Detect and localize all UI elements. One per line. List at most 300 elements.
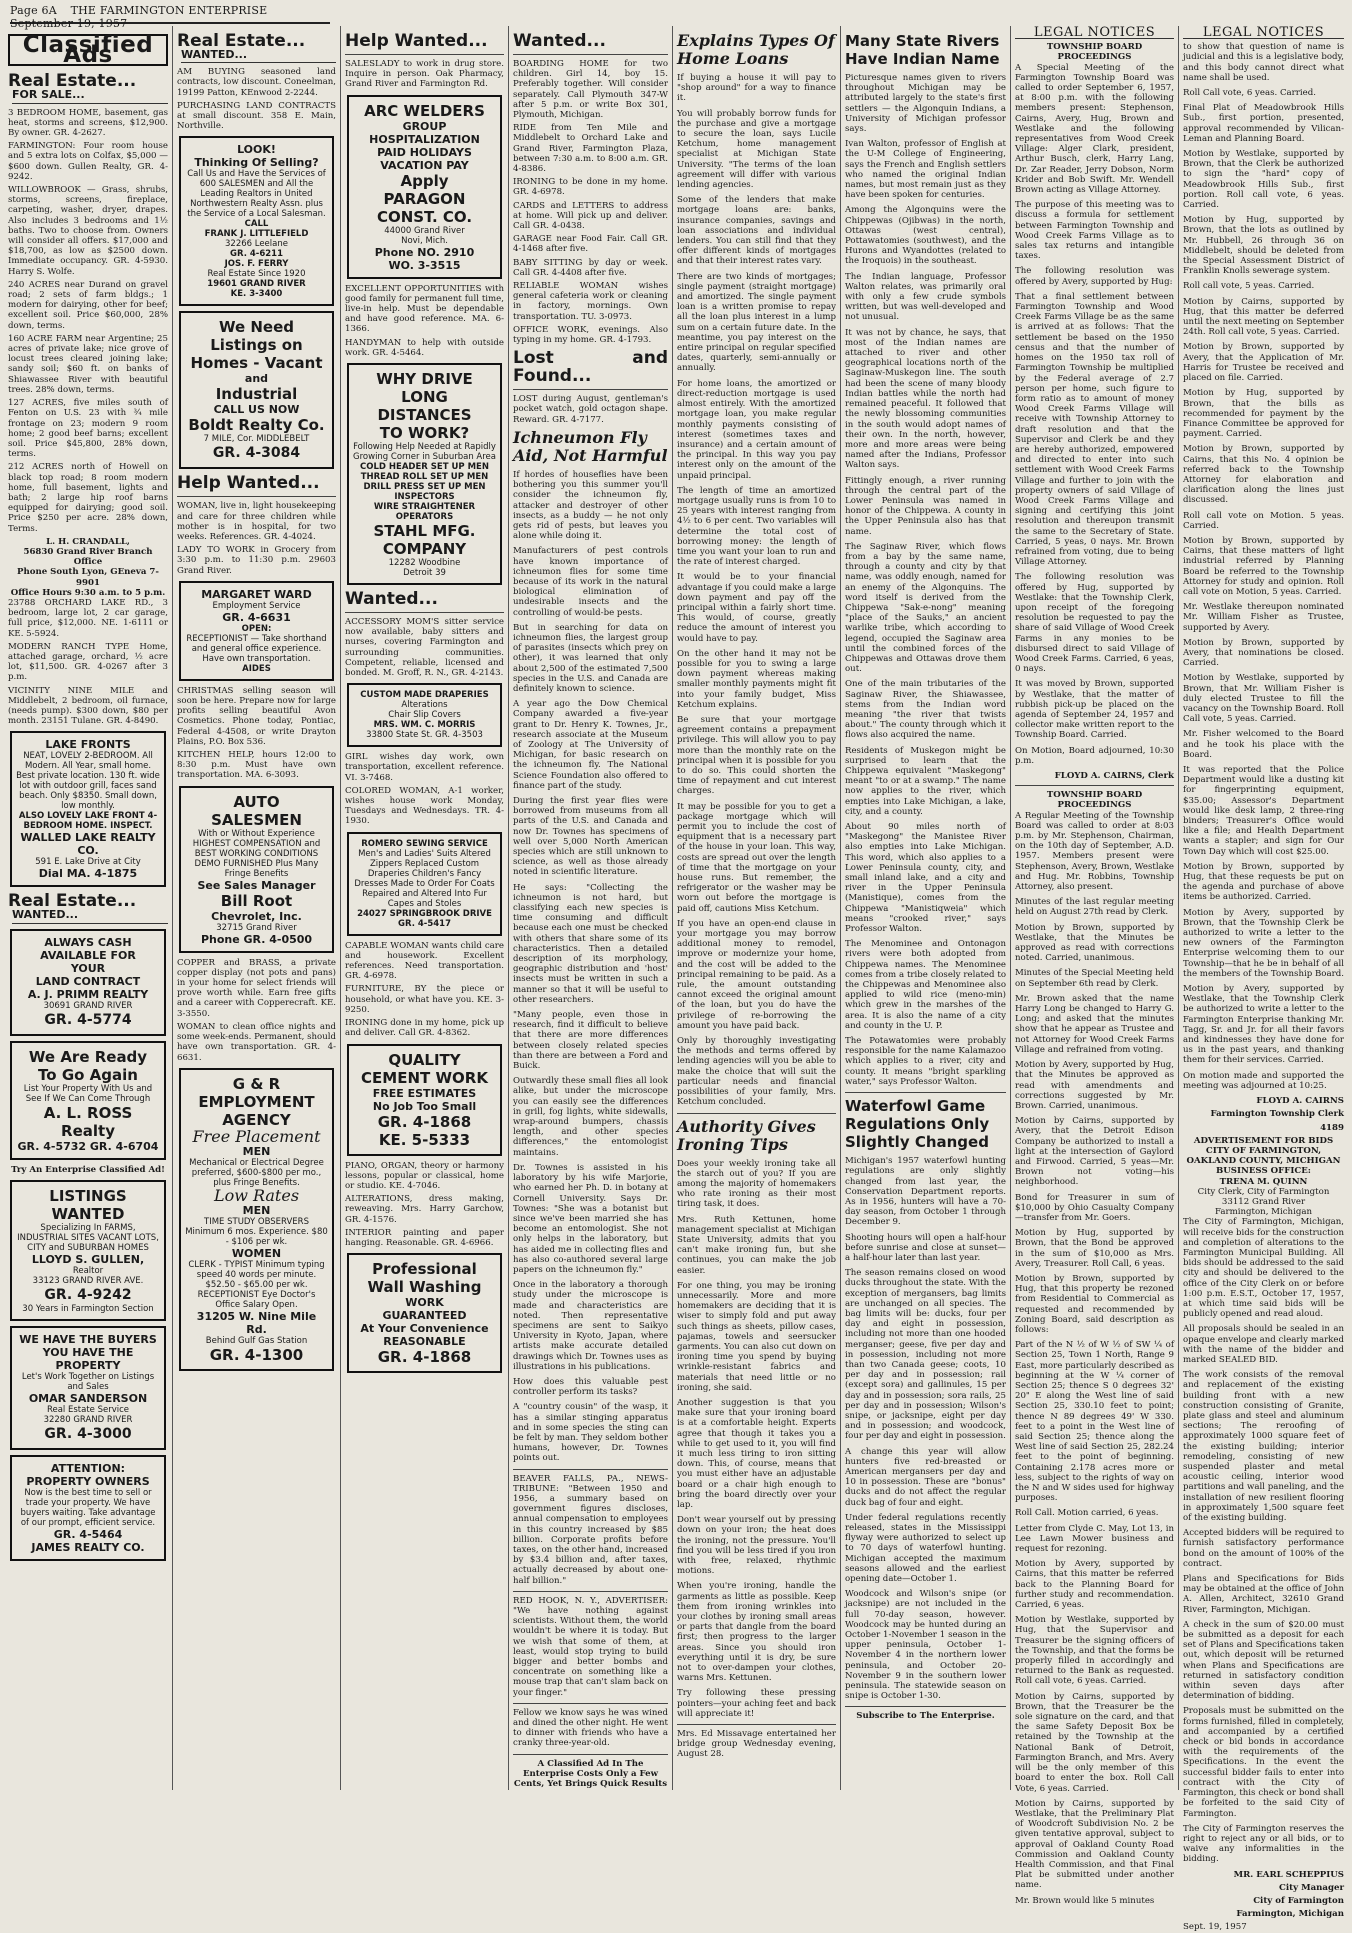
editorial-quote: RED HOOK, N. Y., ADVERTISER: "We have nothing against scientists. Without them, the world wouldn't be where it is today. But we wish that some of them, at least, would stop trying to build bigger and better bombs and concentrate on something like a mouse trap that can't slam back on your finger." [513, 1595, 668, 1698]
ad-title: Wall Washing [367, 1278, 482, 1297]
divider [345, 612, 504, 613]
ad-title: Listings on [210, 336, 303, 355]
ad-text: With or Without Experience HIGHEST COMPENSATION and BEST WORKING CONDITIONS DEMO FURNISHED Plus Many Fringe Benefits [192, 828, 321, 879]
ad-text: Call Us and Have the Services of 600 SALESMEN and All the Leading Realtors in United Northwestern Realty Assn. plus the Service of a Local Salesman. [187, 169, 326, 220]
notice-paragraph: Motion by Hug, supported by Brown, that the lots as outlined by Mr. Hubbell, 26 through 36 on Middlebelt, should be deleted from the Special Assessment District of Franklin Knolls sewerage system. [1183, 215, 1344, 277]
ad-title: TO WORK? [379, 424, 470, 443]
notice-heading: TOWNSHIP BOARD PROCEEDINGS [1046, 42, 1143, 63]
ad-text: WORK [405, 1296, 444, 1310]
notice-subheading: CITY OF FARMINGTON, [1205, 1145, 1322, 1156]
ad-littlefield [179, 136, 334, 306]
article-paragraph: If buying a house it will pay to "shop around" for a way to finance it. [677, 73, 836, 104]
article-paragraph: The Potawatomies were probably responsible for the name Kalamazoo which applies to a river, city and county. It means "bright sparkling water," says Professor Walton. [845, 1036, 1006, 1087]
classified-item: EXCELLENT OPPORTUNITIES with good family for permanent full time, live-in help. Must be dependable and have good reference. MA. 6-1366. [345, 283, 504, 335]
ad-firm: PARAGON [383, 189, 466, 208]
classified-item: COPPER and BRASS, a private copper display (not pots and pans) in your home for select friends will prove worth while. Earn free gifts and a career with Copperecraft. KE. 3-3550. [177, 957, 336, 1019]
article-paragraph: Once in the laboratory a thorough study under the microscope is made and characteristics are noted. Then representative specimens are sent to Saikyo University in Kyoto, Japan, where artists make accurate detailed drawings which Dr. Townes uses as illustrations in his publications. [513, 1280, 668, 1372]
ad-text: VACATION PAY [380, 158, 469, 172]
column-articles-2 [845, 28, 1006, 1790]
ad-title: LISTINGS [49, 1186, 127, 1205]
ad-margaret-ward [179, 581, 334, 681]
notice-signature: FLOYD A. CAIRNS, Clerk [1054, 771, 1174, 782]
paper-name: THE FARMINGTON ENTERPRISE [70, 4, 268, 17]
notice-paragraph: Motion by Avery, supported by Cairns, that this matter be referred back to the Planning Board for further study and recommendation. Carried, 6 yeas. [1015, 1559, 1174, 1611]
notice-paragraph: Mr. Westlake thereupon nominated Mr. William Fisher as Trustee, supported by Avery. [1183, 602, 1344, 633]
ad-ross-realty [10, 1041, 166, 1160]
ad-boldt-realty [179, 311, 334, 469]
notice-paragraph: Bond for Treasurer in sum of $10,000 by Ohio Casualty Company—transfer from Mr. Goers. [1015, 1192, 1174, 1223]
section-heading: Wanted... [345, 589, 438, 610]
notice-heading: TOWNSHIP BOARD PROCEEDINGS [1046, 790, 1143, 811]
divider [513, 389, 668, 390]
notice-paragraph: Roll Call. Motion carried, 6 yeas. [1015, 1508, 1159, 1519]
column-classified-3 [345, 28, 504, 1790]
ad-address: Behind Gulf Gas Station [205, 1336, 308, 1347]
article-paragraph: Does your weekly ironing take all the starch out of you? If you are among the majority of homemakers who rate ironing as their most tiring task, it does. [677, 1158, 836, 1210]
ad-text: Mechanical or Electrical Degree preferred, $600-$800 per mo., plus Fringe Benefits. [189, 1157, 324, 1188]
notice-paragraph: Final Plat of Meadowbrook Hills Sub., first portion, presented, approval recommended by Vilican-Leman and Planning Board. [1183, 103, 1344, 144]
ad-walled-lake-realty [10, 731, 166, 887]
ad-firm: JOS. F. FERRY [224, 259, 289, 270]
notice-paragraph: Motion by Westlake, supported by Hug, that the Supervisor and Treasurer be the signing officers of the Township, and that the forms be properly filled in accordingly and returned to the Bank as requested. Roll call vote, 6 yeas. Carried. [1015, 1615, 1174, 1687]
classified-item: IRONING done in my home, pick up and deliver. Call GR. 4-8362. [345, 1018, 504, 1039]
ad-phone: GR. 4-3000 [44, 1425, 132, 1442]
classified-item: LADY TO WORK in Grocery from 3:30 p.m. to 11:30 p.m. 29603 Grand River. [177, 545, 336, 576]
notice-paragraph: Motion by Cairns, supported by Brown, that the Treasurer be the sole signature on the card, and that the same Safety Deposit Box be retained by the Township at the National Bank of Detroit, Farmington Branch, and Mrs. Avery will be the only member of this board to enter the box. Roll Call Vote, 6 yeas. Carried. [1015, 1691, 1174, 1794]
ad-firm: LLOYD S. GULLEN, [31, 1252, 145, 1266]
section-heading: Real Estate... [177, 31, 306, 51]
classified-item: CAPABLE WOMAN wants child care and housework. Excellent references. Need transportation. GR. 4-6978. [345, 940, 504, 982]
classified-item: WOMAN, live in, light housekeeping and care for three children while mother is in hospital, for two weeks. References. GR. 4-4024. [177, 501, 336, 543]
article-paragraph: You will probably borrow funds for the purchase and give a mortgage to secure the loan, says Lucile Ketchum, home management specialist at Michigan State University. "The terms of the loan agreement will differ with various lending agencies. [677, 108, 836, 191]
column-rule [508, 26, 509, 1790]
column-classified-2 [177, 28, 336, 1790]
ad-address: 591 E. Lake Drive at City [35, 857, 141, 868]
article-paragraph: But in searching for data on ichneumon flies, the largest group of parasites (insects which prey on other), it was learned that only about 2,500 of the estimated 7,500 species in the U.S. and Canada are definitely known to science. [513, 622, 668, 694]
ad-address: 33123 GRAND RIVER AVE. [32, 1275, 144, 1286]
divider [845, 1706, 1006, 1707]
notice-paragraph: Motion by Avery, supported by Westlake, that the Township Clerk be authorized to write a letter to the Farmington Enterprise thanking Mr. Tagg, Sr. and Jr. for all their favors and kindnesses they have done for us in the past years, and thanking them for their services. Carried. [1183, 984, 1344, 1066]
article-paragraph: Try following these pressing pointers—your aching feet and back will appreciate it! [677, 1688, 836, 1719]
column-legal-2 [1183, 25, 1344, 1933]
ad-text: RECEPTIONIST Eye Doctor's Office Salary Open. [197, 1290, 316, 1311]
article-paragraph: If hordes of houseflies have been bothering you this summer you'll consider the ichneumon fly, attacker and destroyer of other insects, as a buddy — he not only gets rid of pests, but leaves you alone while doing it. [513, 469, 668, 542]
ad-job: THREAD ROLL SET UP MEN [360, 472, 489, 483]
ad-title: LAKE FRONTS [45, 738, 131, 752]
ad-firm: Realtor [72, 1265, 104, 1276]
ad-firm: WALLED LAKE REALTY CO. [20, 831, 156, 858]
ad-primm-realty [10, 929, 166, 1036]
classified-item: 240 ACRES near Durand on gravel road; 2 sets of farm bldgs.; 1 modern for dairying, other for beef; excellent soil. Price $60,000, 28% down, terms. [8, 279, 168, 331]
classified-item: 127 ACRES, five miles south of Fenton on U.S. 23 with ¾ mile frontage on 23; modern 9 room home; 2 good beef barns; excellent soil. Price $45,800, 28% down, terms. [8, 398, 168, 460]
ad-firm: A. L. ROSS [43, 1103, 133, 1122]
ad-text: Men's and Ladies' Suits Altered Zippers Replaced Custom Draperies Children's Fancy Dresses Made to Order For Coats Repaired and Altered Into Fur Capes and Stoles [354, 848, 495, 909]
ad-text: ALSO LOVELY LAKE FRONT 4-BEDROOM HOME. INSPECT. [18, 811, 158, 832]
ad-address: 30691 GRAND RIVER [43, 1000, 133, 1011]
ad-phone: GR. 4-6631 [222, 610, 291, 624]
notice-paragraph: Mr. Fisher welcomed to the Board and he took his place with the Board. [1183, 729, 1344, 760]
notice-paragraph: A Special Meeting of the Farmington Township Board was called to order September 6, 1957, at 8:00 p.m. with the following members present: Stephenson, Cairns, Avery, Hug, Brown and Westlake and the following representatives from Wood Creek Village: Alger Clark, president, Arthur Busch, clerk, Harry Lang, Dr. Zar Reader, Jerry Dobson, Norm Krider and Bob Swift. Mr. Wendell Brown acting as Village Attorney. [1015, 62, 1174, 196]
notice-subheading: 33112 Grand River [1221, 1196, 1306, 1207]
ad-job: COLD HEADER SET UP MEN [360, 462, 489, 473]
divider [1015, 785, 1174, 786]
article-paragraph: The Indian language, Professor Walton relates, was primarily oral with only a few crude symbols written, but was well-developed and not unusual. [845, 271, 1006, 323]
column-articles-1 [677, 28, 836, 1790]
notice-signature: FLOYD A. CAIRNS [1256, 1096, 1344, 1107]
classified-item: ACCESSORY MOM'S sitter service now available, baby sitters and nurses, covering Farmington and surrounding communities. Competent, reliable, licensed and bonded. M. Groff, R. N., GR. 4-2143. [345, 617, 504, 679]
article-paragraph: Residents of Muskegon might be surprised to learn that the Chippewa equivalent "Maskegong" meant "to or at a swamp." The name now applies to the river, which empties into Lake Michigan, a lake, city, and a county. [845, 745, 1006, 817]
ad-text: PAID HOLIDAYS [377, 145, 472, 159]
notice-paragraph: Motion by Cairns, supported by Hug, that this matter be deferred until the next meeting on September 24th. Roll call vote, 5 yeas. Carried. [1183, 296, 1344, 338]
ad-text: Alterations [401, 700, 448, 711]
ad-title: AVAILABLE FOR [40, 948, 136, 962]
ad-phone: GR. 4-9242 [44, 1286, 132, 1303]
notice-number: 4189 [1320, 1122, 1344, 1133]
ad-tagline: Low Rates [213, 1185, 300, 1205]
ad-text: TIME STUDY OBSERVERS Minimum 6 mos. Experience. $80 - $106 per wk. [185, 1217, 328, 1248]
classified-item: SALESLADY to work in drug store. Inquire in person. Oak Pharmacy, Grand River and Farmington Rd. [345, 59, 504, 90]
ad-title: MARGARET WARD [201, 587, 312, 601]
ad-phone: Phone NO. 2910 [374, 245, 475, 259]
ad-romero-sewing [347, 832, 502, 936]
notice-paragraph: Motion by Westlake, supported by Brown, that Mr. William Fisher is duly elected Trustee to fill the vacancy on the Township Board. Roll Call vote, 5 yeas. Carried. [1183, 673, 1344, 725]
notice-paragraph: The work consists of the removal and replacement of the existing building front with a new construction consisting of Granite, plate glass and steel and aluminum sections; The reroofing of approximately 1000 square feet of the existing building; interior remodeling, consisting of new suspended plaster and metal acoustic ceiling, interior wood partitions and wall paneling, and the installation of new resilient flooring in approximately 1,500 square feet of the existing building. [1183, 1370, 1344, 1524]
ad-text: List Your Property With Us and See If We Can Come Through [23, 1083, 153, 1104]
ad-text: RECEPTIONIST — Take shorthand and general office experience. Have own transportation. [186, 633, 327, 664]
ad-firm: Boldt Realty Co. [188, 416, 325, 435]
ad-text: Now is the best time to sell or trade your property. We have buyers waiting. Take advantage of our prompt, efficient service. [20, 1487, 156, 1528]
ad-title: AGENCY [222, 1110, 291, 1129]
notice-paragraph: All proposals should be sealed in an opaque envelope and clearly marked with the name of the bidder and marked SEALED BID. [1183, 1324, 1344, 1365]
ad-address: Novi, Mich. [401, 235, 448, 246]
article-paragraph: If you have an open-end clause in your mortgage you may borrow additional money to remodel, improve or modernize your home, and the cost will be added to the principal remaining to be paid. As a rule, the amount outstanding cannot exceed the original amount of the loan, but you do have the privilege of re-borrowing the amount you have paid back. [677, 918, 836, 1031]
editorial-quote: BEAVER FALLS, PA., NEWS-TRIBUNE: "Between 1950 and 1956, a summary based on government figures discloses, annual compensation to employees in this country increased by $85 billion. Corporate profits before taxes, on the other hand, increased by $3.4 billion and, after taxes, actually decreased by about one-half billion." [513, 1473, 668, 1586]
masthead [10, 4, 330, 30]
notice-paragraph: Motion by Westlake, supported by Brown, that the Clerk be authorized to sign the "hard" copy of Meadowbrook Hills Sub., first portion. Roll call vote, 6 yeas. Carried. [1183, 149, 1344, 211]
ad-text: CALL [244, 219, 269, 230]
ad-firm: STAHL MFG. [373, 522, 476, 541]
notice-paragraph: Roll call vote, 5 yeas. Carried. [1183, 281, 1315, 292]
ad-title: LAND CONTRACT [35, 974, 141, 988]
ad-address: 33800 State St. GR. 4-3503 [366, 730, 483, 741]
divider [677, 1724, 836, 1725]
notice-paragraph: Motion by Brown, supported by Avery, that the Application of Mr. Harris for Trustee be received and placed on file. Carried. [1183, 342, 1344, 384]
notice-paragraph: Plans and Specifications for Bids may be obtained at the office of John A. Allen, Architect, 32610 Grand River, Farmington, Michigan. [1183, 1574, 1344, 1615]
article-paragraph: There are two kinds of mortgages; single payment (straight mortgage) and amortized. The single payment loan is a written promise to repay all the loan plus interest in a lump sum on a certain future date. In the meantime, you pay interest on the entire principal on regular specified dates, quarterly, semi-annually or annually. [677, 271, 836, 374]
article-headline: Waterfowl Game Regulations Only Slightly Changed [845, 1097, 990, 1152]
article-paragraph: Picturesque names given to rivers throughout Michigan may be attributed largely to the state's first settlers — the Algonquin Indians, a University of Michigan professor says. [845, 73, 1006, 135]
article-paragraph: How does this valuable pest controller perform its tasks? [513, 1376, 668, 1398]
notice-paragraph: Minutes of the last regular meeting held on August 27th read by Clerk. [1015, 897, 1174, 918]
article-headline: Many State Rivers Have Indian Name [845, 32, 1000, 68]
notice-paragraph: Roll Call vote, 6 yeas. Carried. [1183, 88, 1316, 99]
notice-paragraph: Motion by Cairns, supported by Westlake, that the Preliminary Plat of Woodcroft Subdivision No. 2 be given tentative approval, subject to approval of Oakland County Road Commission and Oakland County Health Commission, and that Final Plat be submitted under another name. [1015, 1798, 1174, 1891]
classified-item: VICINITY NINE MILE and Middlebelt, 2 bedroom, oil furnace, (needs pump). $300 down, $80 per month. 23151 Tulane. GR. 4-8490. [8, 685, 168, 727]
notice-subheading: City Clerk, City of Farmington [1197, 1186, 1330, 1197]
ad-phone: GR. 4-5732 GR. 4-6704 [17, 1139, 159, 1153]
article-paragraph: Don't wear yourself out by pressing down on your iron; the heat does the ironing, not the pressure. You'll find you will be less tired if you iron with free, relaxed, rhythmic motions. [677, 1515, 836, 1577]
article-paragraph: Some of the lenders that make mortgage loans are: banks, insurance companies, savings and loan associations and individual lenders. You can still find that they offer different kinds of mortgages and that their interest rates vary. [677, 195, 836, 267]
ad-text: See Sales Manager [197, 878, 316, 892]
ad-text: Real Estate Since 1920 [207, 269, 306, 280]
article-paragraph: When you're ironing, handle the garments as little as possible. Keep them from ironing wrinkles into your clothes by ironing small areas or parts that dangle from the board first; then progress to the larger areas. Since you should iron everything until it is dry, be sure not to over-dampen your clothes, warns Mrs. Kettunen. [677, 1581, 836, 1684]
classified-item: FURNITURE, BY the piece or household, or what have you. KE. 3-9250. [345, 984, 504, 1015]
column-classified-1 [8, 28, 168, 1790]
notice-paragraph: Motion by Brown, supported by Hug, that these requests be put on the agenda and purchase of above items be authorized. Carried. [1183, 861, 1344, 903]
divider [513, 1703, 668, 1704]
classified-item: OFFICE WORK, evenings. Also typing in my home. GR. 4-1793. [513, 324, 668, 346]
notice-paragraph: Accepted bidders will be required to furnish satisfactory performance bond on the amount of 100% of the contract. [1183, 1528, 1344, 1569]
section-heading: Wanted... [513, 31, 606, 51]
issue-date: September 19, 1957 [10, 17, 128, 30]
ad-text: No Job Too Small [372, 1099, 477, 1113]
notice-paragraph: The City of Farmington reserves the right to reject any or all bids, or to waive any informalities in the bidding. [1183, 1823, 1344, 1865]
notice-paragraph: Motion by Brown, supported by Cairns, that these matters of light industrial referred by Planning Board be referred to the Township Attorney for study and opinion. Roll call vote on Motion, 5 yeas. Carried. [1183, 535, 1344, 597]
article-paragraph: It would be to your financial advantage if you could make a large down payment and pay off the principal within a fairly short time. This would, of course, greatly reduce the amount of interest you would have to pay. [677, 572, 836, 644]
article-headline: Ichneumon Fly Aid, Not Harmful [513, 427, 668, 465]
notice-heading: ADVERTISEMENT FOR BIDS [1193, 1135, 1334, 1146]
article-paragraph: Among the Algonquins were the Chippewas (Ojibwas) in the north, Ottawas (west central), Pottawatomies (southwest), and the Hurons and Wyandottes (related to the Iroquois) in the southeast. [845, 205, 1006, 267]
ad-wall-washing [347, 1253, 502, 1373]
notice-paragraph: That a final settlement between Farmington Township and Wood Creek Farms Village be as the same is arrived at as follows: That the settlement be based on the 1950 census and that the number of homes on the 1950 tax roll of Farmington Township be multiplied by the Federal average of 2.7 person per home, such figure to form ratio as to amount of money Wood Creek Farms Village will receive with Township Attorney to draft resolution and that the Supervisor and Clerk be and they are hereby authorized, empowered and directed to enter into such settlement with Wood Creek Farms Village and further to join with the property owners of said Village of Wood Creek Farms Village and signing and certifying this joint resolution and thereupon transmit the same to the Secretary of State. Carried, 5 yeas, 0 nays. Mr. Brown refrained from voting, due to being Village Attorney. [1015, 291, 1174, 568]
promo-line: Subscribe to The Enterprise. [856, 1711, 995, 1722]
classified-item: 160 ACRE FARM near Argentine; 25 acres of private lake; nice grove of locust trees cleared joining lake; sandy soil; $60 ft. on banks of Shiawassee River with beautiful trees. 28% down, terms. [8, 333, 168, 395]
ad-title: Employment Service [212, 600, 301, 611]
classified-item: PURCHASING LAND CONTRACTS at small discount. 358 E. Main, Northville. [177, 100, 336, 132]
article-paragraph: A year ago the Dow Chemical Company awarded a five-year grant to Dr. Henry K. Townes, Jr., research associate at the Museum of Zoology at The University of Michigan, for basic research on the ichneumon fly. The National Science Foundation also offered to finance part of the study. [513, 699, 668, 791]
ad-title: Industrial [215, 385, 298, 404]
advertiser-block [8, 537, 168, 598]
section-heading: Real Estate... [8, 891, 137, 912]
filler-item: Fellow we know says he was wined and dined the other night. He went to dinner with friends who have a cranky three-year-old. [513, 1707, 668, 1749]
ad-text: REASONABLE [383, 1335, 466, 1349]
article-paragraph: "Many people, even those in research, find it difficult to believe that there are more differences between closely related species than there are between a Ford and Buick. [513, 1010, 668, 1072]
notice-paragraph: Motion by Avery, supported by Brown, that the Township Clerk be authorized to write a letter to the new owners of the Farmington Enterprise welcoming them to our Township—that he be in behalf of all the members of the Township Board. [1183, 907, 1344, 979]
classified-item: BOARDING HOME for two children. Girl 14, boy 15. Preferably together. Will consider separately. Call Plymouth 347-W after 5 p.m. or write Box 301, Plymouth, Michigan. [513, 59, 668, 121]
notice-paragraph: Roll call vote on Motion. 5 yeas. Carried. [1183, 510, 1344, 531]
ad-phone: GR. 4-1868 [377, 1348, 472, 1367]
ad-address: 12282 Woodbine [388, 558, 461, 569]
ad-address: Detroit 39 [403, 568, 446, 579]
column-rule [172, 26, 173, 1790]
ad-firm: Realty [61, 1121, 115, 1140]
notice-paragraph: Motion by Brown, supported by Avery, that nominations be closed. Carried. [1183, 637, 1344, 669]
article-paragraph: He says: "Collecting the ichneumon is not hard, but classifying each new species is time consuming and difficult because each one must be checked with others that share some of its characteristics. Then a detailed description of its morphology, geographic distribution and 'host' insects must be written in such a manner so that it will be useful to other researchers. [513, 882, 668, 1005]
ad-title: QUALITY [388, 1050, 461, 1069]
classified-item: CARDS and LETTERS to address at home. Will pick up and deliver. Call GR. 4-0438. [513, 200, 668, 232]
ad-text: 30 Years in Farmington Section [22, 1303, 154, 1314]
notice-paragraph: Motion by Avery, supported by Hug, that the Minutes be approved as read with amendments and corrections suggested by Mr. Brown. Carried, unanimous. [1015, 1060, 1174, 1111]
classified-item: WILLOWBROOK — Grass, shrubs, storms, screens, fireplace, carpeting, washer, dryer, drapes. Also includes 3 bedrooms and 1½ baths. Two to choose from. Owners will consider all offers. $17,000 and $18,700, as low as $2500 down. Immediate occupancy. GR. 4-5930. Harry S. Wolfe. [8, 185, 168, 277]
ad-firm: COMPANY [382, 540, 467, 559]
ad-address: 44000 Grand River [384, 225, 465, 236]
ad-job: INSPECTORS [394, 492, 455, 503]
ad-quality-cement [347, 1044, 502, 1156]
column-legal-1 [1015, 25, 1174, 1906]
ad-phone: GR. 4-5417 [398, 918, 451, 929]
article-paragraph: On the other hand it may not be possible for you to swing a large down payment whereas making smaller monthly payments might fit into your family budget, Miss Ketchum explains. [677, 648, 836, 710]
notice-paragraph: A check in the sum of $20.00 must be submitted as a deposit for each set of Plans and Specifications taken out, which deposit will be returned when Plans and Specifications are returned in satisfactory condition within seven days after determination of bidding. [1183, 1619, 1344, 1702]
ad-firm: FRANK J. LITTLEFIELD [204, 229, 309, 240]
notice-paragraph: Minutes of the Special Meeting held on September 6th read by Clerk. [1015, 968, 1174, 989]
article-paragraph: Ivan Walton, professor of English at the U-M College of Engineering, says the French and English settlers who named the original Indian names, but most remain just as they have been spoken for centuries. [845, 139, 1006, 201]
ad-firm: Bill Root [220, 891, 293, 910]
ad-phone: GR. 4-3084 [212, 445, 301, 462]
notice-paragraph: Part of the N ½ of W ½ of SW ¼ of Section 25, Town 1 North, Range 9 East, more particularly described as beginning at the W ¼ corner of Section 25; thence S 0 degrees 32' 20" E along the West line of said Section 25, 330.10 feet to point; thence N 89 degrees 49' W 330. feet to a point in the West line of said Section 25; thence along the West line of said Section 25, 282.24 feet to the point of beginning. Containing 2.178 acres more or less, subject to the rights of way on the N and W sides used for highway purposes. [1015, 1340, 1174, 1504]
classified-item: KITCHEN HELP, hours 12:00 to 8:30 p.m. Must have own transportation. MA. 6-3093. [177, 750, 336, 781]
ad-text: GUARANTEED [382, 1309, 467, 1323]
classified-item: CHRISTMAS selling season will soon be here. Prepare now for large profits selling beautiful Avon Cosmetics. Phone today, Pontiac, Federal 4-4508, or write Drayton Plains, P.O. Box 536. [177, 685, 336, 747]
article-paragraph: It may be possible for you to get a package mortgage which will permit you to include the cost of equipment that is a necessary part of the house in your loan. This way, costs are spread out over the length of time that the mortgage on your house runs. But remember, the refrigerator or the washer may be worn out before the mortgage is paid off, cautions Miss Ketchum. [677, 801, 836, 914]
legal-notices-heading: LEGAL NOTICES [1183, 28, 1344, 39]
notice-signature: MR. EARL SCHEPPIUS [1233, 1869, 1344, 1880]
ad-text: GROUP [402, 119, 447, 133]
article-paragraph: Another suggestion is that you make sure that your ironing board is at a comfortable height. Experts agree that though it takes you a while to get used to it, you will find it much less tiring to iron sitting down. This, of course, means that you must either have an adjustable board or a chair high enough to bring the board directly over your lap. [677, 1397, 836, 1510]
ad-title: WE HAVE THE BUYERS [19, 1332, 157, 1346]
ad-title: Homes - Vacant [190, 354, 323, 373]
classified-item: 3 BEDROOM HOME, basement, gas heat, storms and screens, $12,900. By owner. GR. 4-2627. [8, 107, 168, 139]
notice-signature: Farmington, Michigan [1236, 1909, 1344, 1920]
ad-g-and-r-employment [179, 1068, 334, 1371]
classified-item: HANDYMAN to help with outside work. GR. 4-5464. [345, 337, 504, 358]
classified-item: GARAGE near Food Fair. Call GR. 4-1468 after five. [513, 234, 668, 255]
ad-address: 19601 GRAND RIVER [207, 279, 306, 290]
ad-title: We Are Ready [28, 1047, 148, 1066]
page-number: Page 6A [10, 4, 57, 17]
classified-item: 23788 ORCHARD LAKE RD., 3 bedroom, large lot, 2 car garage, full price, $12,000. NE. 1-6111 or KE. 5-5924. [8, 597, 168, 639]
ad-title: YOU HAVE THE PROPERTY [42, 1345, 134, 1372]
notice-paragraph: It was moved by Brown, supported by Westlake, that the matter of rubbish pick-up be placed on the agenda of September 24, 1957 and collector make written report to the Township Board. Carried. [1015, 679, 1174, 741]
ad-text: MEN [242, 1204, 271, 1218]
notice-paragraph: Motion by Hug, supported by Brown, that the Bond be approved in the sum of $10,000 as Mrs. Avery, Treasurer. Roll Call, 6 yeas. [1015, 1228, 1174, 1269]
ad-text: Apply [400, 171, 449, 190]
notice-paragraph: Proposals must be submitted on the forms furnished, filled in completely, and accompanied by a certified check or bid bonds in accordance with the requirements of the Specifications. In the event the successful bidder fails to enter into contract with the City of Farmington, this check or bond shall be forfeited to the said City of Farmington. [1183, 1706, 1344, 1819]
ad-phone: Dial MA. 4-1875 [38, 867, 138, 881]
divider [677, 1113, 836, 1114]
notice-paragraph: Mr. Brown asked that the name Harry Long be changed to Harry G. Long; and asked that the minutes show that he appear as Trustee and not Attorney for Wood Creek Farms Village and refrained from voting. [1015, 993, 1174, 1055]
ad-text: AIDES [242, 663, 271, 674]
article-paragraph: Under federal regulations recently released, states in the Mississippi flyway were authorized to select up to 70 days of waterfowl hunting. Michigan accepted the maximum seasons allowed and the earliest opening date—October 1. [845, 1512, 1006, 1585]
ad-address: 7 MILE, Cor. MIDDLEBELT [203, 434, 310, 445]
ad-phone: GR. 4-1300 [209, 1346, 304, 1365]
ad-firm: JAMES REALTY CO. [31, 1540, 145, 1554]
ad-title: CUSTOM MADE DRAPERIES [360, 690, 489, 701]
ad-title: ROMERO SEWING SERVICE [361, 838, 488, 849]
notice-signature: City Manager [1279, 1882, 1344, 1893]
notice-paragraph: It was reported that the Police Department would like a dusting kit for fingerprinting equipment, $35.00; Assessor's Department would like desk lamp, 2 three-ring binders; Treasurer's Office would like a file; and Health Department wants a stapler; and sign for Our Town Day which will cost $25.00. [1183, 765, 1344, 857]
article-paragraph: Dr. Townes is assisted in his laboratory by his wife Marjorie, who earned her Ph. D. in botany at Cornell University. Says Dr. Townes: "She was a botanist but since we've been married she has become an entomologist. She not only helps in the laboratory, but has aided me in collecting flies and has also co-authored several large papers on the ichneumon fly." [513, 1162, 668, 1275]
ad-title: AUTO [233, 792, 280, 811]
article-paragraph: For home loans, the amortized or direct-reduction mortgage is used almost entirely. With the amortized mortgage loan, you make regular monthly payments consisting of interest (sometimes taxes and insurance) and a certain amount of the principal. In this way you pay interest only on the amount of the unpaid principal. [677, 378, 836, 481]
ad-title: ARC WELDERS [364, 101, 485, 120]
ad-james-realty [10, 1455, 166, 1561]
article-paragraph: During the first year flies were borrowed from museums from all parts of the U.S. and Canada and now Dr. Townes has specimens of well over 5,000 North American species which are still unknown to science, as well as those already noted in scientific literature. [513, 795, 668, 878]
classified-item: IRONING to be done in my home. GR. 4-6978. [513, 177, 668, 198]
divider [513, 1469, 668, 1470]
notice-paragraph: Motion by Cairns, supported by Avery, that the Detroit Edison Company be authorized to install a light at the intersection of Gaylord and Firwood. Carried, 5 yeas—Mr. Brown not voting—his neighborhood. [1015, 1116, 1174, 1188]
ad-text: Chair Slip Covers [388, 710, 461, 721]
ad-title: WHY DRIVE [376, 370, 473, 389]
notice-paragraph: Motion by Hug, supported by Brown, that the bills as recommended for payment by the Finance Committee be approved for payment. Carried. [1183, 388, 1344, 440]
ad-title: To Go Again [38, 1065, 138, 1084]
section-heading: Help Wanted... [177, 473, 320, 494]
ad-text: Following Help Needed at Rapidly Growing Corner in Suburban Area [353, 442, 496, 463]
ad-title: and [244, 372, 269, 386]
classified-item: 212 ACRES north of Howell on black top road; 8 room modern home, full basement, lights and bath; 2 large hip roof barns equipped for dairying; good soil. Price $250 per acre. 28% down, Terms. [8, 462, 168, 534]
ad-text: CLERK - TYPIST Minimum typing speed 40 words per minute. $52.50 - $65.00 per wk. [188, 1260, 325, 1291]
notice-subheading: TRENA M. QUINN [1219, 1176, 1308, 1187]
advertiser-address: 56830 Grand River Branch Office [23, 546, 153, 568]
notice-paragraph: The purpose of this meeting was to discuss a formula for settlement between Farmington Township and Wood Creek Farms Village as to sales tax returns and intangible taxes. [1015, 200, 1174, 262]
ad-address: 32266 Leelane [225, 239, 288, 250]
notice-subheading: BUSINESS OFFICE: [1216, 1166, 1311, 1177]
ad-text: WOMEN [231, 1247, 282, 1261]
notice-subheading: Farmington, Michigan [1215, 1207, 1312, 1218]
section-heading: Real Estate... [8, 71, 137, 92]
notice-paragraph: On Motion, Board adjourned, 10:30 p.m. [1015, 745, 1174, 766]
promo-line: A Classified Ad In The Enterprise Costs Only a Few Cents, Yet Brings Quick Results [513, 1758, 668, 1790]
ad-text: Specializing In FARMS, INDUSTRIAL SITES VACANT LOTS, CITY and SUBURBAN HOMES [17, 1222, 159, 1253]
notice-subheading: OAKLAND COUNTY, MICHIGAN [1186, 1156, 1341, 1167]
advertiser-hours: Office Hours 9:30 a.m. to 5 p.m. [10, 587, 166, 598]
article-paragraph: It was not by chance, he says, that most of the Indian names are attached to river and other geographical locations north of the Saginaw-Muskegon line. The south had been the scene of many bloody Indian battles while the north had remained peaceful. It followed that the newly blossoming communities in the south would adopt names of their own. In the north, however, more and more areas were being named after the Indians, Professor Walton says. [845, 327, 1006, 471]
column-rule [1178, 26, 1179, 1790]
notice-paragraph: The following resolution was offered by Avery, supported by Hug: [1015, 266, 1174, 287]
article-paragraph: For one thing, you may be ironing unnecessarily. More and more homemakers are deciding that it is wiser to simply fold and put away such things as sheets, pillow cases, pajamas, towels and seersucker garments. You can also cut down on ironing time you spend by buying wrinkle-resistant fabrics and materials that need little or no ironing, she said. [677, 1280, 836, 1393]
ad-title: PROPERTY OWNERS [26, 1474, 150, 1488]
classified-item: GIRL wishes day work, own transportation, excellent reference. VI. 3-7468. [345, 752, 504, 783]
divider [345, 54, 504, 55]
classified-item: PIANO, ORGAN, theory or harmony lessons, popular or classical, home or studio. KE. 4-7046. [345, 1160, 504, 1191]
article-paragraph: The Menominee and Ontonagon rivers were both adopted from Chippewa names. The Menominee comes from a tribe closely related to the Chippewas and Menominee also applied to wild rice (meno-min) which grew in the marshes of the area. It is also the name of a city and county in the U. P. [845, 939, 1006, 1031]
ad-phone: GR. 4-6211 [230, 249, 283, 260]
notice-paragraph: A Regular Meeting of the Township Board was called to order at 8:03 p.m. by Mr. Stephenson, Chairman, on the 10th day of September, A.D. 1957. Members present were Stephenson, Avery, Brown, Westlake and Hug. Mr. Robbins, Township Attorney, also present. [1015, 810, 1174, 893]
divider [845, 1092, 1006, 1093]
notice-paragraph: On motion made and supported the meeting was adjourned at 10:25. [1183, 1070, 1344, 1091]
ad-address: 31205 W. Nine Mile Rd. [196, 1310, 317, 1337]
notice-paragraph: Motion by Brown, supported by Westlake, that the Minutes be approved as read with corrections noted. Carried, unanimous. [1015, 922, 1174, 964]
advertiser-phone: Phone South Lyon, GEneva 7-9901 [17, 567, 159, 588]
notice-signature: City of Farmington [1253, 1895, 1344, 1906]
classified-item: AM BUYING seasoned land contracts, low discount. Coneelman, 19199 Patton, KEnwood 2-2244. [177, 67, 336, 98]
divider [513, 1591, 668, 1592]
ad-text: OPEN: [241, 623, 272, 634]
ad-title: ATTENTION: [50, 1461, 126, 1475]
ad-gullen-realtor [10, 1180, 166, 1321]
ad-text: HOSPITALIZATION [369, 132, 480, 146]
article-paragraph: Outwardly these small flies all look alike, but under the microscope you can easily see the differences in grill, fog lights, white sidewalls, wrap-around bumpers, chassis length, and other species differences," the entomologist maintains. [513, 1076, 668, 1158]
notice-paragraph: The following resolution was offered by Hug, supported by Westlake: that the Township Clerk, upon receipt of the foregoing resolution be requested to pay the share of said Village of Wood Creek Farms in any monies to be disbursed direct to said Village of Wood Creek Farms. Carried, 6 yeas, 0 nays. [1015, 572, 1174, 675]
ad-phone: GR. 4-1868 [377, 1112, 472, 1131]
article-paragraph: The Saginaw River, which flows from a bay by the same name, through a county and city by that name, was oddly enough, named for an enemy of the Algonquins. The word itself is derived from the Chippewa "Sak-e-nong" meaning "place of the Sauks," an ancient warlike tribe, which according to legend, occupied the Saginaw area until the combined forces of the Chippewas and Ottawas drove them out. [845, 541, 1006, 675]
classified-item: BABY SITTING by day or week. Call GR. 4-4408 after five. [513, 257, 668, 278]
advertiser-name: L. H. CRANDALL, [46, 536, 130, 547]
social-note: Mrs. Ed Missavage entertained her bridge group Wednesday evening, August 28. [677, 1729, 836, 1760]
ad-title: Professional [372, 1260, 477, 1279]
article-paragraph: Only by thoroughly investigating the methods and terms offered by lending agencies will you be able to make the choice that will suit the particular needs and financial possibilities of your family, Mrs. Ketchum concluded. [677, 1036, 836, 1108]
ad-paragon-arc-welders [347, 95, 502, 279]
article-paragraph: Manufacturers of pest controls have known importance of ichneumon flies for some time because of its work in the natural biological elimination of undesirable insects and the controlling of would-be pests. [513, 546, 668, 618]
article-paragraph: Woodcock and Wilson's snipe (or jacksnipe) are not included in the full 70-day season, however. Woodcock may be hunted during an October 1-November 1 season in the upper peninsula, October 1-November 4 in the northern lower peninsula, and October 20-November 9 in the southern lower peninsula. The statewide season on snipe is October 1-30. [845, 1589, 1006, 1702]
classified-item: MODERN RANCH TYPE Home, attached garage, orchard, ½ acre lot, $11,500. GR. 4-0267 after 3 p.m. [8, 641, 168, 683]
ad-firm: Chevrolet, Inc. [211, 909, 302, 923]
classified-item: RELIABLE WOMAN wishes general cafeteria work or cleaning in factory, mornings. Own transportation. TU. 3-0973. [513, 281, 668, 322]
ad-title: YOUR [70, 961, 106, 975]
ad-firm: A. J. PRIMM REALTY [27, 987, 149, 1001]
notice-paragraph: Letter from Clyde C. May, Lot 13, in Lee Lawn Mower business and request for rezoning. [1015, 1523, 1174, 1555]
ad-title: WANTED [51, 1204, 125, 1223]
ad-phone: Phone GR. 4-0500 [200, 932, 313, 946]
